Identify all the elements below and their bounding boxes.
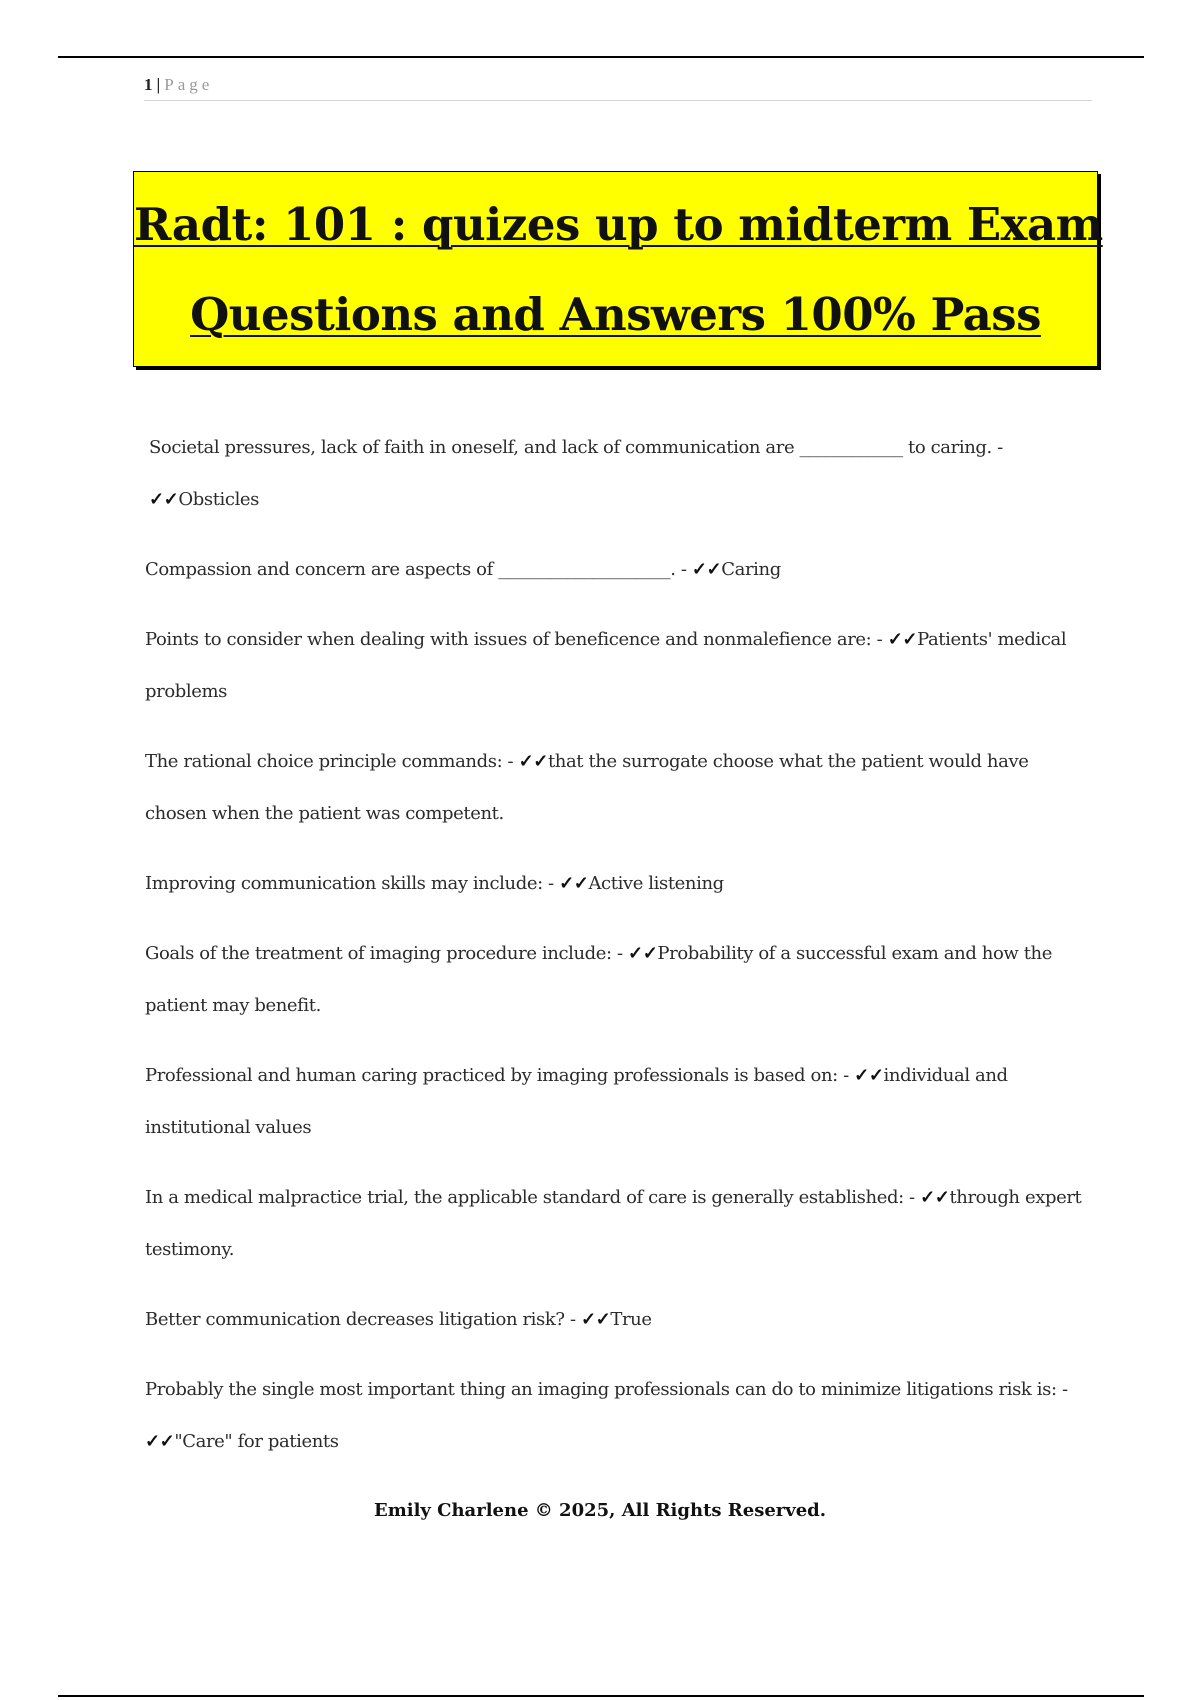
qa-item xyxy=(145,614,1095,718)
qa-item xyxy=(145,736,1095,840)
qa-answer: Probability of a successful exam and how the patient may benefit. xyxy=(145,943,1053,1016)
top-rule xyxy=(58,56,1144,58)
qa-answer: that the surrogate choose what the patient would have chosen when the patient was competent. xyxy=(145,751,1029,824)
page-header xyxy=(144,72,1092,101)
bottom-rule xyxy=(58,1695,1144,1697)
qa-list xyxy=(145,422,1095,1486)
qa-answer: Active listening xyxy=(588,873,724,894)
qa-answer: Obsticles xyxy=(178,489,260,510)
qa-answer: through expert testimony. xyxy=(145,1187,1082,1260)
page-separator: | xyxy=(156,75,161,94)
qa-question: Societal pressures, lack of faith in oneself, and lack of communication are ____________ to caring. - xyxy=(149,437,1003,458)
check-icon: ✓✓ xyxy=(628,943,658,964)
qa-item xyxy=(145,544,1095,596)
qa-answer: Patients' medical problems xyxy=(145,629,1067,702)
page-word: Page xyxy=(164,75,214,94)
qa-item xyxy=(145,858,1095,910)
check-icon: ✓✓ xyxy=(559,873,589,894)
qa-question: Points to consider when dealing with issues of beneficence and nonmalefience are: - xyxy=(145,629,883,650)
check-icon: ✓✓ xyxy=(149,489,179,510)
check-icon: ✓✓ xyxy=(580,1309,611,1330)
check-icon: ✓✓ xyxy=(145,1431,175,1452)
page-number: 1 xyxy=(144,75,153,94)
title-line-1: Radt: 101 : quizes up to midterm Exam xyxy=(134,198,1103,251)
qa-question: Improving communication skills may include: - xyxy=(145,873,554,894)
check-icon: ✓✓ xyxy=(691,559,722,580)
qa-question: Goals of the treatment of imaging procedure include: - xyxy=(145,943,623,964)
qa-question: Professional and human caring practiced by imaging professionals is based on: - xyxy=(145,1065,849,1086)
check-icon: ✓✓ xyxy=(887,629,918,650)
check-icon: ✓✓ xyxy=(920,1187,950,1208)
check-icon: ✓✓ xyxy=(854,1065,884,1086)
qa-item xyxy=(145,928,1095,1032)
qa-item xyxy=(145,1294,1095,1346)
qa-item xyxy=(145,1364,1095,1468)
qa-question: Compassion and concern are aspects of ____________________. - xyxy=(145,559,687,580)
qa-question: In a medical malpractice trial, the applicable standard of care is generally established: - xyxy=(145,1187,915,1208)
qa-answer: Caring xyxy=(721,559,781,580)
qa-question: The rational choice principle commands: - xyxy=(145,751,514,772)
qa-question: Better communication decreases litigation risk? - xyxy=(145,1309,576,1330)
copyright-footer: Emily Charlene © 2025, All Rights Reserved. xyxy=(373,1500,827,1521)
qa-answer: individual and institutional values xyxy=(145,1065,1008,1138)
qa-answer: True xyxy=(610,1309,652,1330)
title-box xyxy=(133,171,1103,367)
qa-question: Probably the single most important thing an imaging professionals can do to minimize litigations risk is: - xyxy=(145,1379,1068,1400)
qa-item xyxy=(145,422,1095,526)
qa-answer: "Care" for patients xyxy=(174,1431,339,1452)
qa-item xyxy=(145,1050,1095,1154)
qa-item xyxy=(145,1172,1095,1276)
check-icon: ✓✓ xyxy=(518,751,548,772)
title-line-2: Questions and Answers 100% Pass xyxy=(190,288,1041,341)
